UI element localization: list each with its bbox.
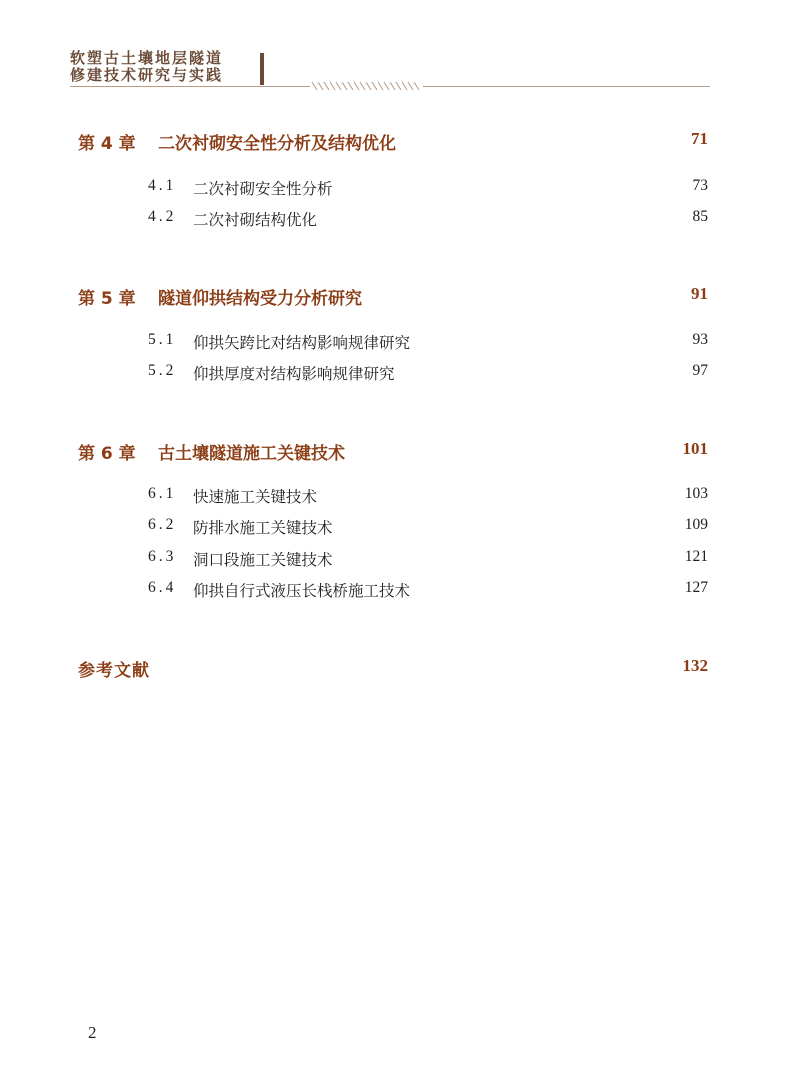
- section-page: 97: [692, 362, 708, 379]
- section-number: 4.1: [148, 177, 177, 194]
- title-bar-ornament: [260, 53, 264, 85]
- toc-chapter-4[interactable]: [78, 129, 708, 155]
- chapter-title: 古土壤隧道施工关键技术: [158, 444, 345, 464]
- chapter-title: 隧道仰拱结构受力分析研究: [158, 289, 362, 309]
- section-number: 4.2: [148, 208, 177, 225]
- section-title: 快速施工关键技术: [193, 488, 318, 506]
- section-number: 5.1: [148, 331, 177, 348]
- toc-section-4-2[interactable]: [148, 208, 708, 230]
- chapter-number: 第 5 章: [78, 289, 136, 309]
- book-title: [70, 50, 223, 84]
- toc-section-6-4[interactable]: [148, 579, 708, 601]
- header-rule-left: [70, 86, 310, 87]
- chapter-page: 101: [682, 439, 708, 458]
- section-number: 6.3: [148, 548, 177, 565]
- book-title-line-1: 软塑古土壤地层隧道: [70, 49, 224, 67]
- page-number: 2: [88, 1023, 97, 1042]
- running-header: [70, 50, 710, 100]
- section-title: 仰拱厚度对结构影响规律研究: [193, 365, 395, 383]
- section-page: 109: [684, 516, 708, 533]
- toc-section-4-1[interactable]: [148, 177, 708, 199]
- toc-section-6-1[interactable]: [148, 485, 708, 507]
- chapter-number: 第 4 章: [78, 134, 136, 154]
- book-title-line-2: 修建技术研究与实践: [70, 66, 224, 84]
- section-number: 6.1: [148, 485, 177, 502]
- references-page: 132: [682, 656, 708, 675]
- section-title: 仰拱矢跨比对结构影响规律研究: [193, 334, 411, 352]
- toc-section-5-2[interactable]: [148, 362, 708, 384]
- references-title: 参考文献: [78, 661, 150, 681]
- section-title: 防排水施工关键技术: [193, 519, 333, 537]
- section-number: 6.4: [148, 579, 177, 596]
- section-page: 127: [684, 579, 708, 596]
- toc-references[interactable]: [78, 656, 708, 682]
- toc-section-6-3[interactable]: [148, 548, 708, 570]
- section-number: 6.2: [148, 516, 177, 533]
- chapter-page: 71: [691, 129, 708, 148]
- toc-section-6-2[interactable]: [148, 516, 708, 538]
- section-page: 103: [684, 485, 708, 502]
- toc-chapter-5[interactable]: [78, 284, 708, 310]
- section-page: 73: [692, 177, 708, 194]
- toc-chapter-6[interactable]: [78, 439, 708, 465]
- section-page: 93: [692, 331, 708, 348]
- chapter-number: 第 6 章: [78, 444, 136, 464]
- section-number: 5.2: [148, 362, 177, 379]
- section-page: 85: [692, 208, 708, 225]
- section-title: 洞口段施工关键技术: [193, 551, 333, 569]
- header-rule-right: [423, 86, 710, 87]
- section-page: 121: [684, 548, 708, 565]
- section-title: 二次衬砌结构优化: [193, 211, 318, 229]
- hatch-ornament: [310, 81, 423, 91]
- chapter-page: 91: [691, 284, 708, 303]
- section-title: 仰拱自行式液压长栈桥施工技术: [193, 582, 411, 600]
- section-title: 二次衬砌安全性分析: [193, 180, 333, 198]
- chapter-title: 二次衬砌安全性分析及结构优化: [158, 134, 396, 154]
- toc-section-5-1[interactable]: [148, 331, 708, 353]
